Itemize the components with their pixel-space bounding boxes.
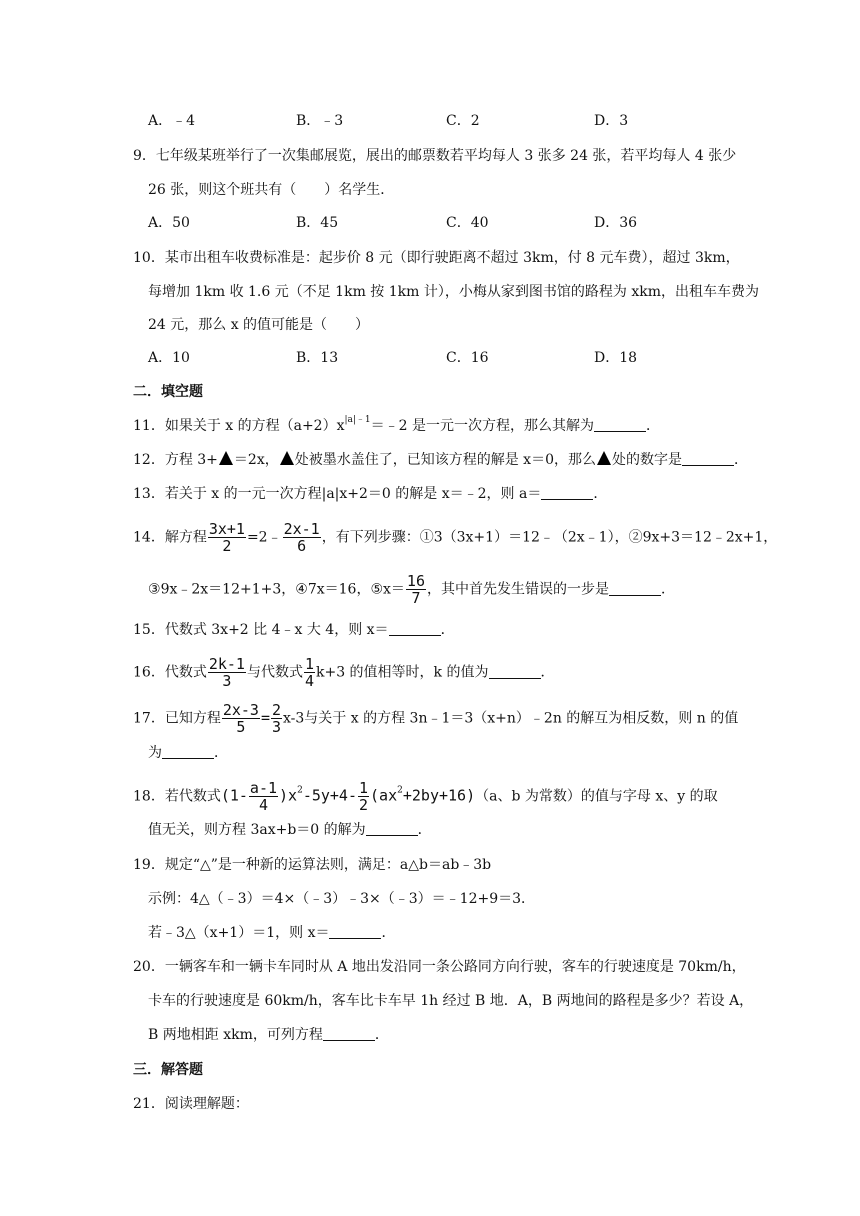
- q14-step-3-label: ③: [148, 581, 161, 598]
- question-14-line1: [133, 521, 777, 554]
- q17-text-post: x-3与关于 x 的方程 3n﹣1＝3（x+n）﹣2n 的解互为相反数，则 n 的值: [283, 710, 739, 727]
- q16-fraction-2: $\frac{1}{4}$: [304, 655, 314, 690]
- q20-end: ．: [374, 1027, 389, 1043]
- q8-option-a: A．﹣4: [148, 113, 196, 129]
- q17-text-pre: 17．已知方程: [133, 710, 221, 727]
- q9-option-d: D．36: [594, 215, 638, 231]
- q14-fraction-1: $\frac{3x+1}{2}$: [208, 520, 245, 555]
- q14-text-tail: ，其中首先发生错误的一步是: [426, 581, 609, 598]
- q18-expr-2: )x: [279, 786, 298, 805]
- q14-text-pre: 14．解方程: [133, 529, 207, 546]
- section-heading-solutions: 三．解答题: [133, 1062, 203, 1078]
- q17-equals: =: [260, 708, 270, 727]
- q19-end: ．: [381, 925, 396, 941]
- q8-option-b: B．﹣3: [296, 113, 344, 129]
- ink-blot-triangle-icon: [219, 451, 233, 465]
- q18-text-post: （a、b 为常数）的值与字母 x、y 的取: [475, 788, 718, 805]
- ink-blot-triangle-icon: [280, 451, 294, 465]
- q20-text-line2: 卡车的行驶速度是 60km/h，客车比卡车早 1h 经过 B 地．A，B 两地间的路程是多少？若设 A，: [148, 993, 754, 1009]
- question-19-line3: [148, 923, 395, 943]
- q14-step-1-label: ①: [419, 529, 434, 546]
- q17-answer-blank[interactable]: [162, 744, 214, 759]
- q12-answer-blank[interactable]: [682, 451, 734, 466]
- q16-text-post: k+3 的值相等时，k 的值为: [315, 664, 489, 681]
- question-11: [133, 416, 660, 436]
- q15-end: ．: [440, 622, 455, 638]
- q11-exponent: |a|﹣1: [344, 415, 371, 425]
- question-14-line2: [148, 573, 675, 606]
- question-17-line1: [133, 702, 738, 735]
- q16-answer-blank[interactable]: [489, 664, 541, 679]
- question-16: [133, 656, 555, 689]
- q10-option-b: B．13: [296, 350, 339, 366]
- q9-option-a: A．50: [148, 215, 190, 231]
- q9-option-c: C．40: [446, 215, 489, 231]
- q18-end: ．: [417, 822, 432, 838]
- q17-end: ．: [214, 745, 228, 761]
- question-13: [133, 484, 607, 504]
- q18-exponent-1: 2: [297, 785, 303, 796]
- q12-text-2: ＝2x，: [233, 452, 279, 468]
- question-20-line3: [148, 1025, 389, 1045]
- q14-fraction-2: $\frac{2x-1}{6}$: [283, 520, 320, 555]
- q10-text-line1: 10．某市出租车收费标准是：起步价 8 元（即行驶距离不超过 3km，付 8 元车费），超过 3km，: [133, 250, 740, 266]
- q15-text: 15．代数式 3x+2 比 4﹣x 大 4，则 x＝: [133, 622, 389, 638]
- q11-answer-blank[interactable]: [594, 417, 646, 432]
- q10-option-d: D．18: [594, 350, 638, 366]
- ink-blot-triangle-icon: [597, 451, 611, 465]
- q12-text-4: 处的数字是: [611, 452, 682, 468]
- q14-step-5-label: ⑤: [370, 581, 384, 598]
- q18-answer-blank[interactable]: [366, 821, 418, 836]
- q18-expr-3: -5y+4-: [302, 786, 357, 805]
- question-12: [133, 450, 748, 470]
- q14-fraction-3: $\frac{16}{7}$: [406, 572, 425, 607]
- question-18-line1: [133, 780, 718, 813]
- q13-answer-blank[interactable]: [541, 485, 593, 500]
- q14-step-4: 7x＝16，: [307, 581, 371, 598]
- q10-text-line3: 24 元，那么 x 的值可能是（ ）: [148, 317, 370, 333]
- question-15: [133, 620, 455, 640]
- q14-text-mid: =2﹣: [246, 529, 282, 546]
- q14-end: ．: [660, 581, 675, 598]
- q17-fraction-1: $\frac{2x-3}{5}$: [222, 701, 259, 736]
- q18-expr-1: (1-: [220, 786, 248, 805]
- q10-option-a: A．10: [148, 350, 190, 366]
- q16-end: ．: [540, 664, 555, 681]
- q17-text-line2: 为: [148, 745, 162, 761]
- q12-end: ．: [733, 452, 748, 468]
- q9-text-line1: 9．七年级某班举行了一次集邮展览，展出的邮票数若平均每人 3 张多 24 张，若平均每人 4 张少: [133, 148, 737, 164]
- q15-answer-blank[interactable]: [389, 621, 441, 636]
- question-18-line2: [148, 820, 432, 840]
- q18-expr-4: (ax: [370, 786, 398, 805]
- q18-text-pre: 18．若代数式: [133, 788, 221, 805]
- q14-step-2: 9x+3＝12﹣2x+1，: [642, 529, 778, 546]
- q19-text-line3: 若﹣3△（x+1）＝1，则 x＝: [148, 925, 330, 941]
- q12-text-3: 处被墨水盖住了，已知该方程的解是 x＝0，那么: [294, 452, 596, 468]
- q16-text-pre: 16．代数式: [133, 664, 207, 681]
- q14-step-3: 9x﹣2x＝12+1+3，: [160, 581, 296, 598]
- q14-step-1: 3（3x+1）＝12﹣（2x﹣1），: [433, 529, 629, 546]
- q14-step-4-label: ④: [295, 581, 308, 598]
- q17-fraction-2: $\frac{2}{3}$: [271, 701, 282, 736]
- q19-text-line2: 示例：4△（﹣3）＝4×（﹣3）﹣3×（﹣3）＝﹣12+9＝3．: [148, 891, 536, 907]
- q9-option-b: B．45: [296, 215, 339, 231]
- q14-step-5: x＝: [383, 581, 405, 598]
- q11-text: 11．如果关于 x 的方程（a+2）x: [133, 418, 345, 434]
- section-heading-fill-in: 二．填空题: [133, 384, 203, 400]
- q19-answer-blank[interactable]: [329, 924, 381, 939]
- q18-exponent-2: 2: [397, 785, 403, 796]
- q16-text-mid: 与代数式: [246, 664, 303, 681]
- q9-text-line2: 26 张，则这个班共有（ ）名学生．: [148, 182, 395, 198]
- q14-answer-blank[interactable]: [609, 581, 661, 596]
- q16-fraction-1: $\frac{2k-1}{3}$: [208, 655, 245, 690]
- q13-end: ．: [593, 486, 608, 502]
- q8-option-c: C．2: [446, 113, 480, 129]
- q12-text-1: 12．方程 3+: [133, 452, 218, 468]
- q20-text-line3: B 两地相距 xkm，可列方程: [148, 1027, 323, 1043]
- q11-end: ．: [646, 418, 661, 434]
- question-17-line2: [148, 743, 228, 763]
- q18-fraction-1: $\frac{a-1}{4}$: [249, 779, 278, 814]
- q20-text-line1: 20．一辆客车和一辆卡车同时从 A 地出发沿同一条公路同方向行驶，客车的行驶速度是 70km/h，: [133, 959, 746, 975]
- q8-option-d: D．3: [594, 113, 629, 129]
- q10-text-line2: 每增加 1km 收 1.6 元（不足 1km 按 1km 计），小梅从家到图书馆的路程为 xkm，出租车车费为: [148, 284, 759, 300]
- q18-text-line2: 值无关，则方程 3ax+b＝0 的解为: [148, 822, 366, 838]
- q10-option-c: C．16: [446, 350, 489, 366]
- q13-text: 13．若关于 x 的一元一次方程|a|x+2＝0 的解是 x＝﹣2，则 a＝: [133, 486, 542, 502]
- q11-text-post: ＝﹣2 是一元一次方程，那么其解为: [370, 418, 595, 434]
- q19-text-line1: 19．规定“△”是一种新的运算法则，满足：a△b＝ab﹣3b: [133, 857, 492, 873]
- question-21: 21．阅读理解题：: [133, 1096, 249, 1112]
- q18-expr-5: +2by+16): [402, 786, 476, 805]
- q14-step-2-label: ②: [628, 529, 643, 546]
- q20-answer-blank[interactable]: [323, 1026, 375, 1041]
- q18-fraction-2: $\frac{1}{2}$: [359, 779, 369, 814]
- q14-text-post: ，有下列步骤：: [321, 529, 420, 546]
